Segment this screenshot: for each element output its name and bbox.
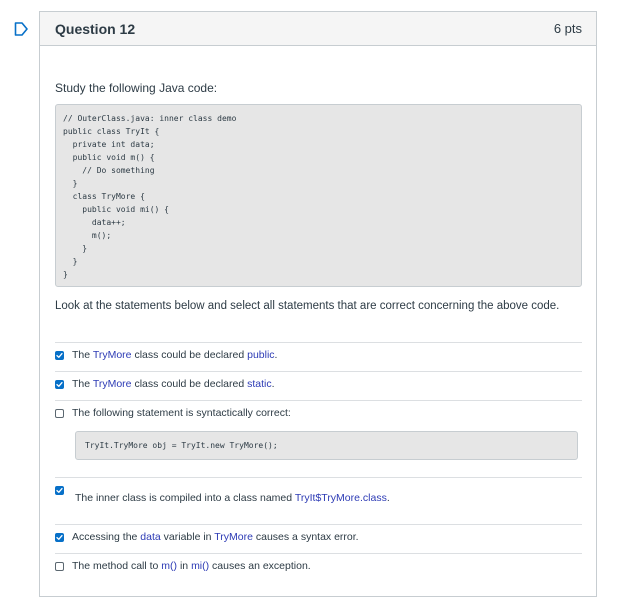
question-points: 6 pts	[553, 21, 582, 36]
code-line: data++;	[63, 218, 126, 227]
code-line: }	[63, 244, 88, 253]
code-line: public void mi() {	[63, 205, 169, 214]
code-line: }	[63, 270, 68, 279]
bookmark-flag-icon[interactable]	[14, 21, 29, 37]
option-text: The method call to m() in mi() causes an exception.	[72, 560, 311, 572]
answer-option-2[interactable]	[55, 378, 275, 390]
question-title: Question 12	[55, 20, 136, 37]
code-line: }	[63, 257, 78, 266]
code-block	[55, 104, 582, 287]
code-line: class TryMore {	[63, 192, 145, 201]
checkbox[interactable]	[55, 562, 64, 571]
option-text: The TryMore class could be declared static.	[72, 378, 275, 390]
question-header	[40, 12, 596, 46]
code-line: public void m() {	[63, 153, 155, 162]
checkbox[interactable]	[55, 533, 64, 542]
option-text: Accessing the data variable in TryMore causes a syntax error.	[72, 531, 359, 543]
divider	[55, 342, 582, 343]
checkmark-icon	[56, 534, 63, 541]
checkbox[interactable]	[55, 409, 64, 418]
checkbox[interactable]	[55, 486, 64, 495]
checkmark-icon	[56, 487, 63, 494]
divider	[55, 477, 582, 478]
answer-option-1[interactable]	[55, 349, 277, 361]
code-line: }	[63, 179, 78, 188]
code-line: public class TryIt {	[63, 127, 160, 136]
statement-code: TryIt.TryMore obj = TryIt.new TryMore();	[75, 431, 578, 460]
option-text: The inner class is compiled into a class named TryIt$TryMore.class.	[75, 492, 390, 504]
answer-option-4[interactable]	[55, 486, 72, 495]
checkmark-icon	[56, 352, 63, 359]
code-line: // Do something	[63, 166, 155, 175]
option-text: The following statement is syntactically correct:	[72, 407, 291, 419]
divider	[55, 524, 582, 525]
question-prompt: Look at the statements below and select all statements that are correct concerning the above code.	[55, 300, 560, 312]
question-card	[39, 11, 597, 597]
answer-option-3[interactable]	[55, 407, 291, 419]
checkbox[interactable]	[55, 380, 64, 389]
code-line: // OuterClass.java: inner class demo	[63, 114, 237, 123]
checkbox[interactable]	[55, 351, 64, 360]
code-line: private int data;	[63, 140, 155, 149]
checkmark-icon	[56, 381, 63, 388]
divider	[55, 553, 582, 554]
option-text: The TryMore class could be declared public.	[72, 349, 278, 361]
answer-option-6[interactable]	[55, 560, 311, 572]
divider	[55, 400, 582, 401]
question-intro: Study the following Java code:	[55, 81, 218, 95]
divider	[55, 371, 582, 372]
answer-option-5[interactable]	[55, 531, 359, 543]
code-line: m();	[63, 231, 112, 240]
